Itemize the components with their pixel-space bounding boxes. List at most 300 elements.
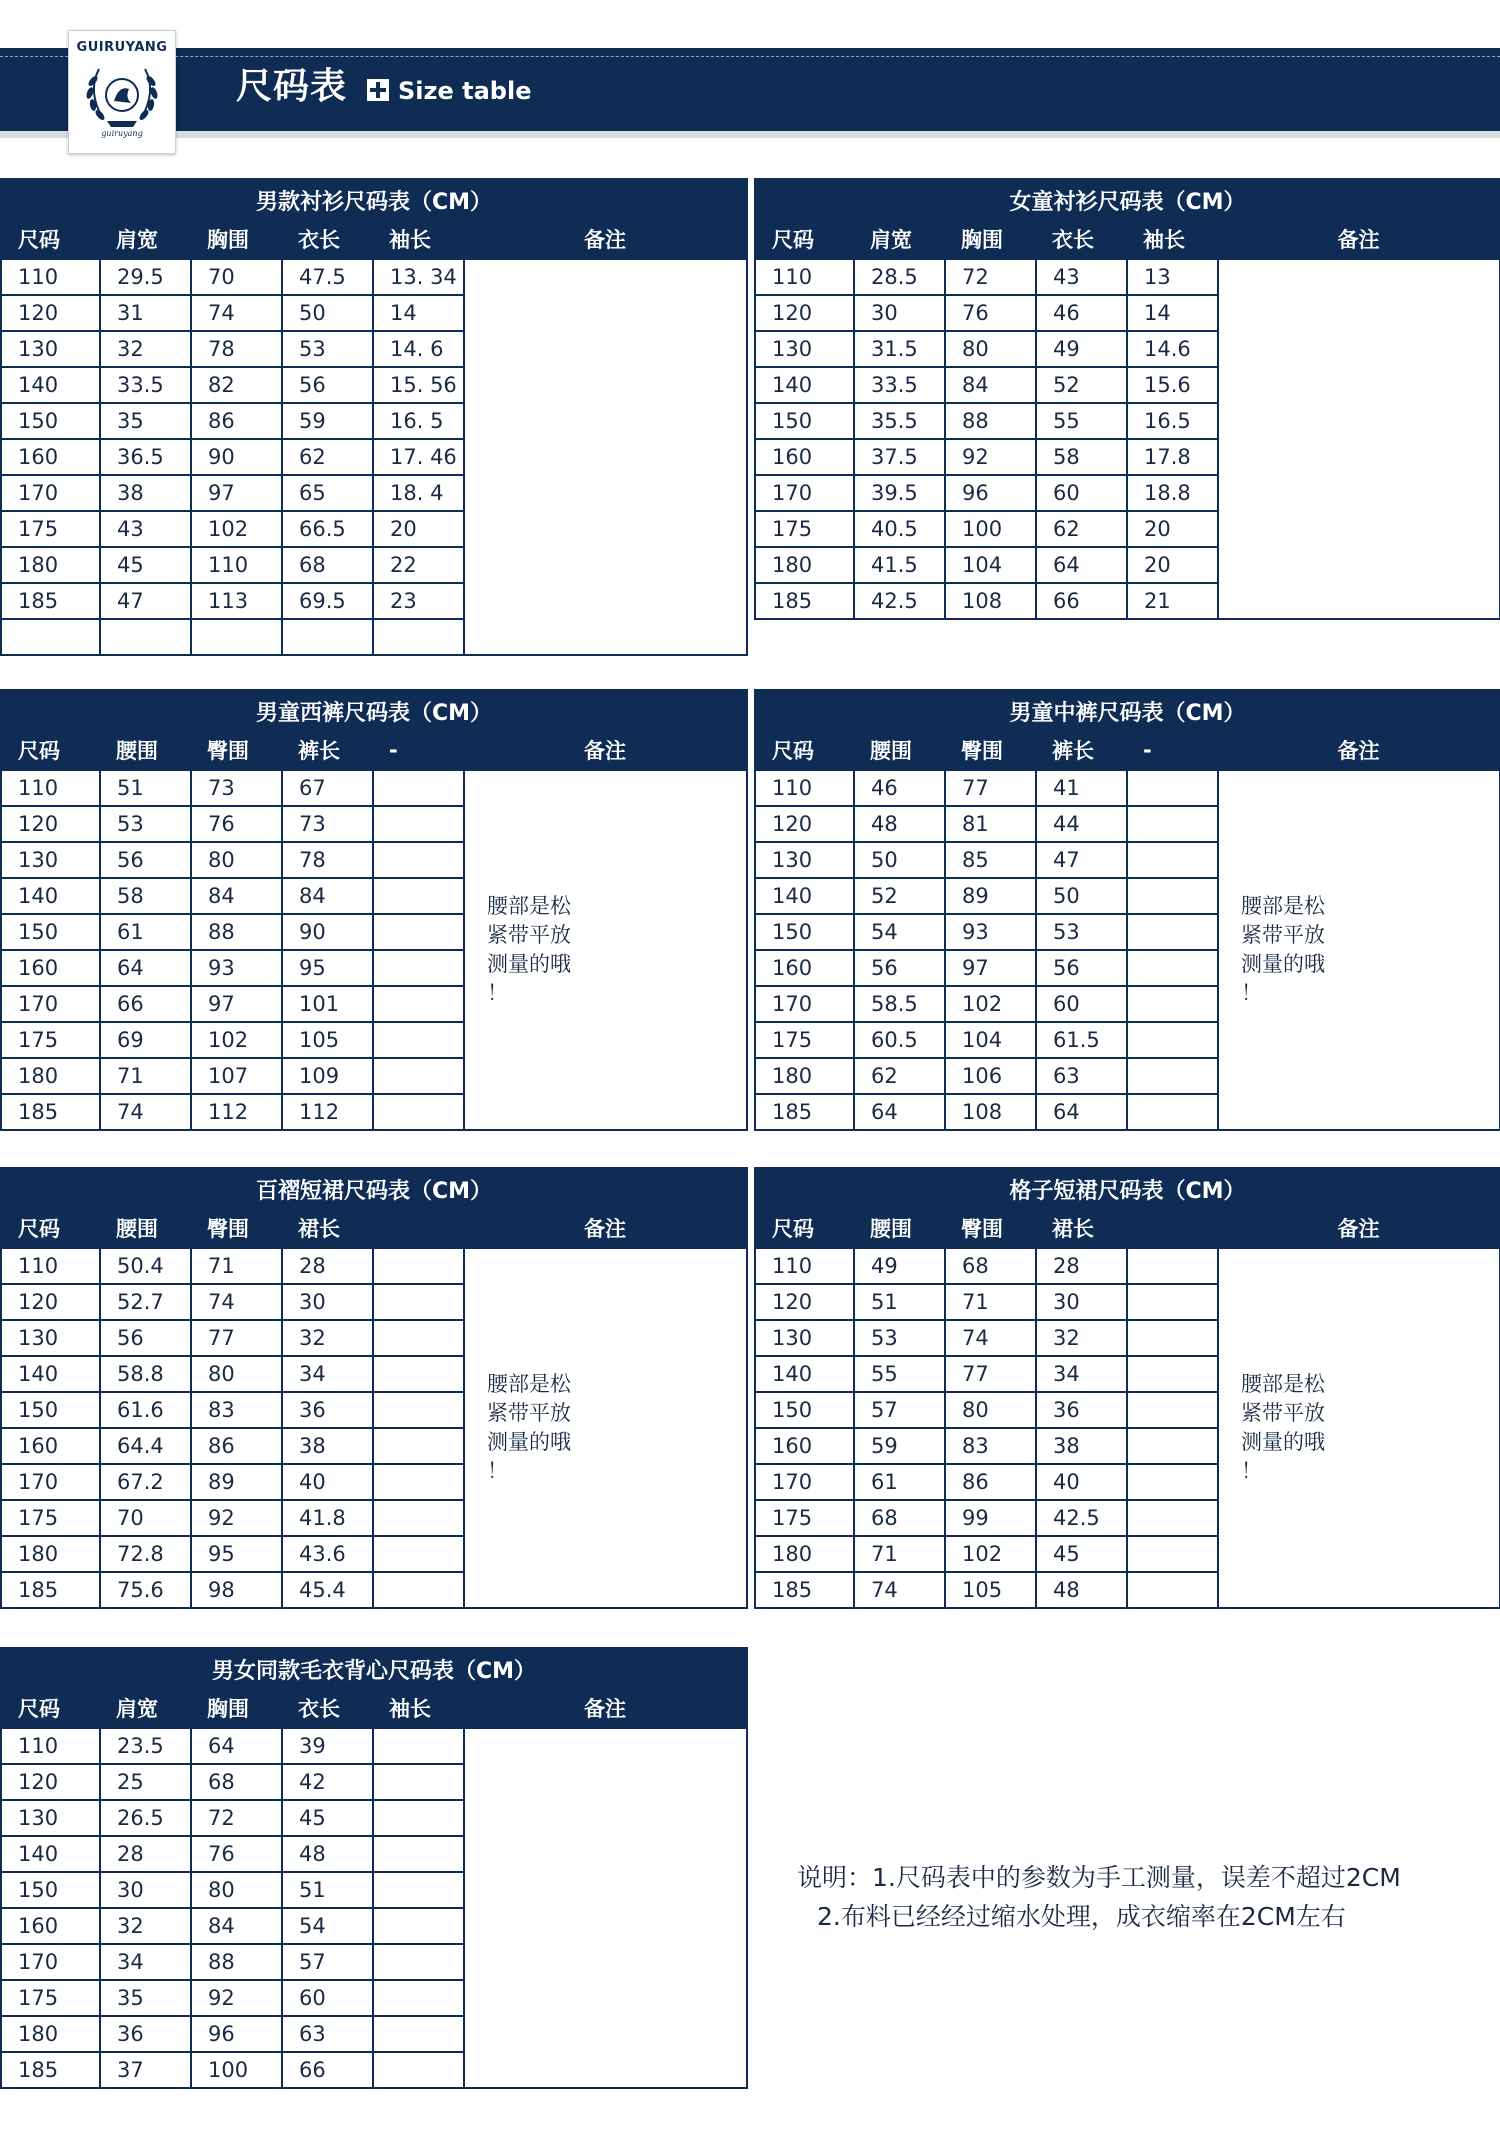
table-cell: 160 xyxy=(1,950,100,986)
table-cell: 74 xyxy=(191,295,282,331)
table-cell: 185 xyxy=(1,1572,100,1608)
table-cell: 33.5 xyxy=(854,367,945,403)
table-cell: 108 xyxy=(945,583,1036,619)
table-cell: 32 xyxy=(100,331,191,367)
plus-box-icon xyxy=(367,79,389,101)
table-cell: 108 xyxy=(945,1094,1036,1130)
table-cell xyxy=(1127,770,1218,806)
logo-brand-text: GUIRUYANG xyxy=(76,40,168,55)
table-cell: 62 xyxy=(854,1058,945,1094)
table-cell: 76 xyxy=(945,295,1036,331)
remark-cell: 腰部是松 紧带平放 测量的哦 ！ xyxy=(464,1248,747,1608)
column-header: 臀围 xyxy=(191,1209,282,1248)
table-cell: 71 xyxy=(854,1536,945,1572)
table-cell: 50.4 xyxy=(100,1248,191,1284)
table-cell: 17.8 xyxy=(1127,439,1218,475)
table-cell: 55 xyxy=(854,1356,945,1392)
table-cell: 45.4 xyxy=(282,1572,373,1608)
table-cell: 71 xyxy=(191,1248,282,1284)
table-cell: 113 xyxy=(191,583,282,619)
table-cell xyxy=(373,1980,464,2016)
table-cell: 180 xyxy=(755,1536,854,1572)
table-cell xyxy=(373,1022,464,1058)
table-cell: 50 xyxy=(854,842,945,878)
table-cell: 39 xyxy=(282,1728,373,1764)
table-cell: 93 xyxy=(945,914,1036,950)
table-cell xyxy=(373,1836,464,1872)
table-cell xyxy=(1127,1428,1218,1464)
table-cell: 78 xyxy=(191,331,282,367)
table-cell xyxy=(1127,1284,1218,1320)
table-cell: 46 xyxy=(854,770,945,806)
table-row xyxy=(1,770,747,806)
table-cell: 38 xyxy=(282,1428,373,1464)
table-cell: 84 xyxy=(945,367,1036,403)
column-header: 衣长 xyxy=(282,220,373,259)
table-cell: 71 xyxy=(945,1284,1036,1320)
table-cell: 120 xyxy=(755,806,854,842)
table-cell: 150 xyxy=(1,914,100,950)
table-cell: 48 xyxy=(1036,1572,1127,1608)
table-cell xyxy=(1127,914,1218,950)
table-cell xyxy=(373,2016,464,2052)
table-cell: 150 xyxy=(755,914,854,950)
table-cell: 45 xyxy=(282,1800,373,1836)
table-cell: 54 xyxy=(854,914,945,950)
brand-logo xyxy=(68,30,176,154)
column-header: 臀围 xyxy=(945,1209,1036,1248)
column-header: 腰围 xyxy=(854,731,945,770)
table-cell: 49 xyxy=(854,1248,945,1284)
column-header: 腰围 xyxy=(100,1209,191,1248)
table-cell xyxy=(373,878,464,914)
header-dashed-line xyxy=(0,56,1500,57)
column-header: 备注 xyxy=(464,220,747,259)
column-header: 臀围 xyxy=(191,731,282,770)
table-cell: 43 xyxy=(1036,259,1127,295)
size-table-5 xyxy=(0,1167,748,1609)
column-header: 尺码 xyxy=(1,220,100,259)
remark-cell xyxy=(1218,259,1500,619)
table-cell: 59 xyxy=(854,1428,945,1464)
table-cell: 45 xyxy=(100,547,191,583)
table-cell: 15. 56 xyxy=(373,367,464,403)
column-header: 肩宽 xyxy=(100,220,191,259)
table-cell: 66 xyxy=(1036,583,1127,619)
table-cell: 62 xyxy=(1036,511,1127,547)
table-cell: 50 xyxy=(1036,878,1127,914)
size-table-3 xyxy=(0,689,748,1131)
table-cell: 53 xyxy=(100,806,191,842)
size-table-1 xyxy=(0,178,748,656)
table-cell: 72.8 xyxy=(100,1536,191,1572)
table-cell: 175 xyxy=(755,511,854,547)
table-cell: 64 xyxy=(1036,1094,1127,1130)
table-cell: 20 xyxy=(1127,511,1218,547)
table-cell: 74 xyxy=(945,1320,1036,1356)
table-row xyxy=(755,259,1500,295)
table-cell: 41.5 xyxy=(854,547,945,583)
table-cell: 90 xyxy=(191,439,282,475)
table-cell: 16.5 xyxy=(1127,403,1218,439)
table-cell: 160 xyxy=(1,1908,100,1944)
size-table-2 xyxy=(754,178,1500,620)
table-title: 男款衬衫尺码表（CM） xyxy=(1,179,747,220)
table-cell: 84 xyxy=(191,878,282,914)
table-cell: 28 xyxy=(282,1248,373,1284)
table-cell: 42.5 xyxy=(854,583,945,619)
remark-cell xyxy=(464,1728,747,2088)
table-cell xyxy=(1127,986,1218,1022)
table-cell: 180 xyxy=(1,2016,100,2052)
table-cell xyxy=(373,1872,464,1908)
table-cell: 51 xyxy=(100,770,191,806)
column-header: 裙长 xyxy=(1036,1209,1127,1248)
table-cell: 105 xyxy=(945,1572,1036,1608)
table-cell: 81 xyxy=(945,806,1036,842)
note-line-1: 说明：1.尺码表中的参数为手工测量，误差不超过2CM xyxy=(797,1863,1401,1892)
table-cell: 61 xyxy=(854,1464,945,1500)
table-cell: 160 xyxy=(1,439,100,475)
table-cell: 35 xyxy=(100,403,191,439)
table-cell: 95 xyxy=(282,950,373,986)
table-cell xyxy=(1127,1248,1218,1284)
table-cell: 175 xyxy=(1,1022,100,1058)
table-title: 格子短裙尺码表（CM） xyxy=(755,1168,1500,1209)
table-cell: 102 xyxy=(191,1022,282,1058)
table-cell: 47 xyxy=(1036,842,1127,878)
table-cell: 62 xyxy=(282,439,373,475)
table-cell: 185 xyxy=(1,1094,100,1130)
table-cell: 64 xyxy=(854,1094,945,1130)
table-cell: 66 xyxy=(100,986,191,1022)
table-cell: 120 xyxy=(755,1284,854,1320)
table-cell: 97 xyxy=(945,950,1036,986)
table-cell: 60 xyxy=(282,1980,373,2016)
table-cell: 92 xyxy=(191,1500,282,1536)
table-cell: 160 xyxy=(755,439,854,475)
table-cell: 41 xyxy=(1036,770,1127,806)
table-cell: 14.6 xyxy=(1127,331,1218,367)
table-cell: 99 xyxy=(945,1500,1036,1536)
table-cell: 36 xyxy=(282,1392,373,1428)
table-cell: 76 xyxy=(191,1836,282,1872)
table-cell: 110 xyxy=(755,259,854,295)
table-cell: 175 xyxy=(755,1022,854,1058)
table-cell: 86 xyxy=(191,403,282,439)
table-cell: 110 xyxy=(1,259,100,295)
table-cell: 64.4 xyxy=(100,1428,191,1464)
table-cell xyxy=(373,1058,464,1094)
table-cell: 67.2 xyxy=(100,1464,191,1500)
table-cell: 50 xyxy=(282,295,373,331)
column-header: 备注 xyxy=(464,731,747,770)
table-cell: 170 xyxy=(755,1464,854,1500)
column-header: 胸围 xyxy=(191,220,282,259)
table-cell: 107 xyxy=(191,1058,282,1094)
table-row xyxy=(755,1248,1500,1284)
table-cell: 170 xyxy=(1,1464,100,1500)
table-cell: 52 xyxy=(854,878,945,914)
table-cell: 52 xyxy=(1036,367,1127,403)
table-row xyxy=(1,1248,747,1284)
table-cell: 170 xyxy=(755,986,854,1022)
table-cell: 110 xyxy=(1,1248,100,1284)
table-cell: 112 xyxy=(282,1094,373,1130)
table-cell: 34 xyxy=(100,1944,191,1980)
table-cell xyxy=(373,1464,464,1500)
table-cell: 58 xyxy=(100,878,191,914)
table-cell: 160 xyxy=(755,950,854,986)
table-cell: 83 xyxy=(191,1392,282,1428)
table-cell: 40 xyxy=(282,1464,373,1500)
table-cell: 185 xyxy=(755,1094,854,1130)
table-cell xyxy=(1127,1094,1218,1130)
table-cell xyxy=(1127,1500,1218,1536)
table-cell: 39.5 xyxy=(854,475,945,511)
header-banner xyxy=(0,48,1500,131)
table-cell: 185 xyxy=(755,583,854,619)
table-title: 百褶短裙尺码表（CM） xyxy=(1,1168,747,1209)
table-cell: 61.5 xyxy=(1036,1022,1127,1058)
remark-cell: 腰部是松 紧带平放 测量的哦 ！ xyxy=(464,770,747,1130)
table-cell xyxy=(191,619,282,655)
table-cell: 150 xyxy=(1,1392,100,1428)
table-cell: 89 xyxy=(945,878,1036,914)
remark-cell xyxy=(464,259,747,655)
size-table-7 xyxy=(0,1647,748,2089)
column-header: 备注 xyxy=(1218,220,1500,259)
table-cell: 84 xyxy=(191,1908,282,1944)
table-cell xyxy=(1127,950,1218,986)
table-cell: 64 xyxy=(100,950,191,986)
table-cell: 110 xyxy=(755,1248,854,1284)
table-cell: 130 xyxy=(1,842,100,878)
table-cell xyxy=(1127,1356,1218,1392)
table-title: 男童中裤尺码表（CM） xyxy=(755,690,1500,731)
table-cell: 185 xyxy=(755,1572,854,1608)
table-cell xyxy=(373,914,464,950)
table-cell: 185 xyxy=(1,2052,100,2088)
explanation-notes xyxy=(797,1858,1487,1936)
column-header: 尺码 xyxy=(755,731,854,770)
table-cell: 64 xyxy=(191,1728,282,1764)
table-cell: 32 xyxy=(100,1908,191,1944)
column-header: 肩宽 xyxy=(854,220,945,259)
table-cell: 26.5 xyxy=(100,1800,191,1836)
table-cell xyxy=(1127,1572,1218,1608)
table-cell: 65 xyxy=(282,475,373,511)
table-cell: 140 xyxy=(1,1356,100,1392)
table-cell: 73 xyxy=(191,770,282,806)
table-cell xyxy=(373,619,464,655)
table-cell: 70 xyxy=(191,259,282,295)
table-cell: 175 xyxy=(1,511,100,547)
table-cell: 36 xyxy=(1036,1392,1127,1428)
table-cell: 80 xyxy=(191,842,282,878)
table-row xyxy=(1,1728,747,1764)
table-title: 男女同款毛衣背心尺码表（CM） xyxy=(1,1648,747,1689)
table-cell: 43 xyxy=(100,511,191,547)
table-cell: 28 xyxy=(1036,1248,1127,1284)
table-cell: 80 xyxy=(191,1356,282,1392)
note-line-2: 2.布料已经经过缩水处理，成衣缩率在2CM左右 xyxy=(817,1902,1346,1931)
table-cell: 16. 5 xyxy=(373,403,464,439)
column-header: 腰围 xyxy=(100,731,191,770)
table-cell xyxy=(373,986,464,1022)
table-cell: 30 xyxy=(100,1872,191,1908)
table-cell xyxy=(1127,1320,1218,1356)
table-cell: 78 xyxy=(282,842,373,878)
column-header: - xyxy=(1127,731,1218,770)
table-cell: 120 xyxy=(1,295,100,331)
table-cell: 69.5 xyxy=(282,583,373,619)
table-cell: 89 xyxy=(191,1464,282,1500)
header-shadow xyxy=(0,131,1500,138)
table-cell: 150 xyxy=(755,1392,854,1428)
table-cell: 120 xyxy=(1,1764,100,1800)
table-cell xyxy=(373,806,464,842)
page-title: 尺码表 xyxy=(236,66,348,107)
table-cell: 170 xyxy=(1,475,100,511)
table-cell xyxy=(373,1764,464,1800)
table-cell: 74 xyxy=(191,1284,282,1320)
table-cell: 43.6 xyxy=(282,1536,373,1572)
table-cell: 180 xyxy=(755,1058,854,1094)
table-cell: 68 xyxy=(282,547,373,583)
table-cell: 52.7 xyxy=(100,1284,191,1320)
table-cell: 72 xyxy=(945,259,1036,295)
table-cell xyxy=(373,1800,464,1836)
table-cell: 42 xyxy=(282,1764,373,1800)
column-header: 裤长 xyxy=(1036,731,1127,770)
table-cell xyxy=(373,770,464,806)
table-cell: 150 xyxy=(1,1872,100,1908)
table-cell: 77 xyxy=(945,770,1036,806)
table-cell: 25 xyxy=(100,1764,191,1800)
column-header: 备注 xyxy=(464,1689,747,1728)
table-cell: 92 xyxy=(945,439,1036,475)
column-header: 裙长 xyxy=(282,1209,373,1248)
table-cell: 185 xyxy=(1,583,100,619)
table-cell: 35.5 xyxy=(854,403,945,439)
remark-cell: 腰部是松 紧带平放 测量的哦 ！ xyxy=(1218,770,1500,1130)
table-cell: 68 xyxy=(854,1500,945,1536)
table-cell: 55 xyxy=(1036,403,1127,439)
table-cell: 60 xyxy=(1036,986,1127,1022)
table-cell: 88 xyxy=(191,1944,282,1980)
table-cell xyxy=(373,1094,464,1130)
table-cell: 130 xyxy=(755,331,854,367)
table-cell: 42.5 xyxy=(1036,1500,1127,1536)
table-cell: 51 xyxy=(854,1284,945,1320)
table-cell: 41.8 xyxy=(282,1500,373,1536)
table-cell: 150 xyxy=(1,403,100,439)
table-cell xyxy=(373,950,464,986)
table-cell: 140 xyxy=(1,367,100,403)
table-cell: 95 xyxy=(191,1536,282,1572)
table-cell: 53 xyxy=(1036,914,1127,950)
table-cell xyxy=(373,1728,464,1764)
column-header: 袖长 xyxy=(373,220,464,259)
table-cell: 56 xyxy=(854,950,945,986)
table-cell: 53 xyxy=(282,331,373,367)
table-cell: 120 xyxy=(1,806,100,842)
table-cell: 45 xyxy=(1036,1536,1127,1572)
table-cell: 140 xyxy=(1,878,100,914)
table-cell: 31 xyxy=(100,295,191,331)
table-cell xyxy=(373,1428,464,1464)
table-cell xyxy=(1127,1022,1218,1058)
table-cell xyxy=(373,1392,464,1428)
table-cell: 33.5 xyxy=(100,367,191,403)
column-header: 尺码 xyxy=(755,220,854,259)
table-cell: 84 xyxy=(282,878,373,914)
table-cell: 67 xyxy=(282,770,373,806)
table-cell: 14. 6 xyxy=(373,331,464,367)
table-cell: 73 xyxy=(282,806,373,842)
table-cell: 36 xyxy=(100,2016,191,2052)
table-cell: 56 xyxy=(100,1320,191,1356)
table-cell xyxy=(373,1908,464,1944)
table-cell: 17. 46 xyxy=(373,439,464,475)
table-cell xyxy=(1127,1058,1218,1094)
table-cell: 105 xyxy=(282,1022,373,1058)
table-cell: 140 xyxy=(755,878,854,914)
table-cell: 160 xyxy=(755,1428,854,1464)
column-header: 尺码 xyxy=(1,731,100,770)
table-cell: 18.8 xyxy=(1127,475,1218,511)
table-cell: 74 xyxy=(100,1094,191,1130)
size-table-6 xyxy=(754,1167,1500,1609)
table-cell xyxy=(373,1284,464,1320)
table-cell: 72 xyxy=(191,1800,282,1836)
table-cell: 64 xyxy=(1036,547,1127,583)
table-cell: 82 xyxy=(191,367,282,403)
table-cell: 34 xyxy=(1036,1356,1127,1392)
table-cell: 20 xyxy=(1127,547,1218,583)
table-cell: 14 xyxy=(1127,295,1218,331)
table-cell: 29.5 xyxy=(100,259,191,295)
table-cell xyxy=(373,1572,464,1608)
table-cell: 88 xyxy=(945,403,1036,439)
table-cell: 75.6 xyxy=(100,1572,191,1608)
table-cell: 92 xyxy=(191,1980,282,2016)
table-cell: 101 xyxy=(282,986,373,1022)
table-cell: 102 xyxy=(945,1536,1036,1572)
table-cell: 34 xyxy=(282,1356,373,1392)
table-row xyxy=(1,259,747,295)
table-cell: 97 xyxy=(191,986,282,1022)
column-header: 胸围 xyxy=(945,220,1036,259)
table-cell: 53 xyxy=(854,1320,945,1356)
table-cell: 58 xyxy=(1036,439,1127,475)
table-cell: 110 xyxy=(1,1728,100,1764)
table-cell: 130 xyxy=(1,1320,100,1356)
table-cell: 110 xyxy=(755,770,854,806)
column-header: 肩宽 xyxy=(100,1689,191,1728)
table-cell: 66.5 xyxy=(282,511,373,547)
table-cell: 46 xyxy=(1036,295,1127,331)
table-cell: 63 xyxy=(1036,1058,1127,1094)
table-cell: 120 xyxy=(755,295,854,331)
table-cell: 80 xyxy=(945,331,1036,367)
table-cell xyxy=(373,1320,464,1356)
table-cell: 13 xyxy=(1127,259,1218,295)
table-cell: 58.5 xyxy=(854,986,945,1022)
table-row xyxy=(755,770,1500,806)
table-cell: 170 xyxy=(1,986,100,1022)
